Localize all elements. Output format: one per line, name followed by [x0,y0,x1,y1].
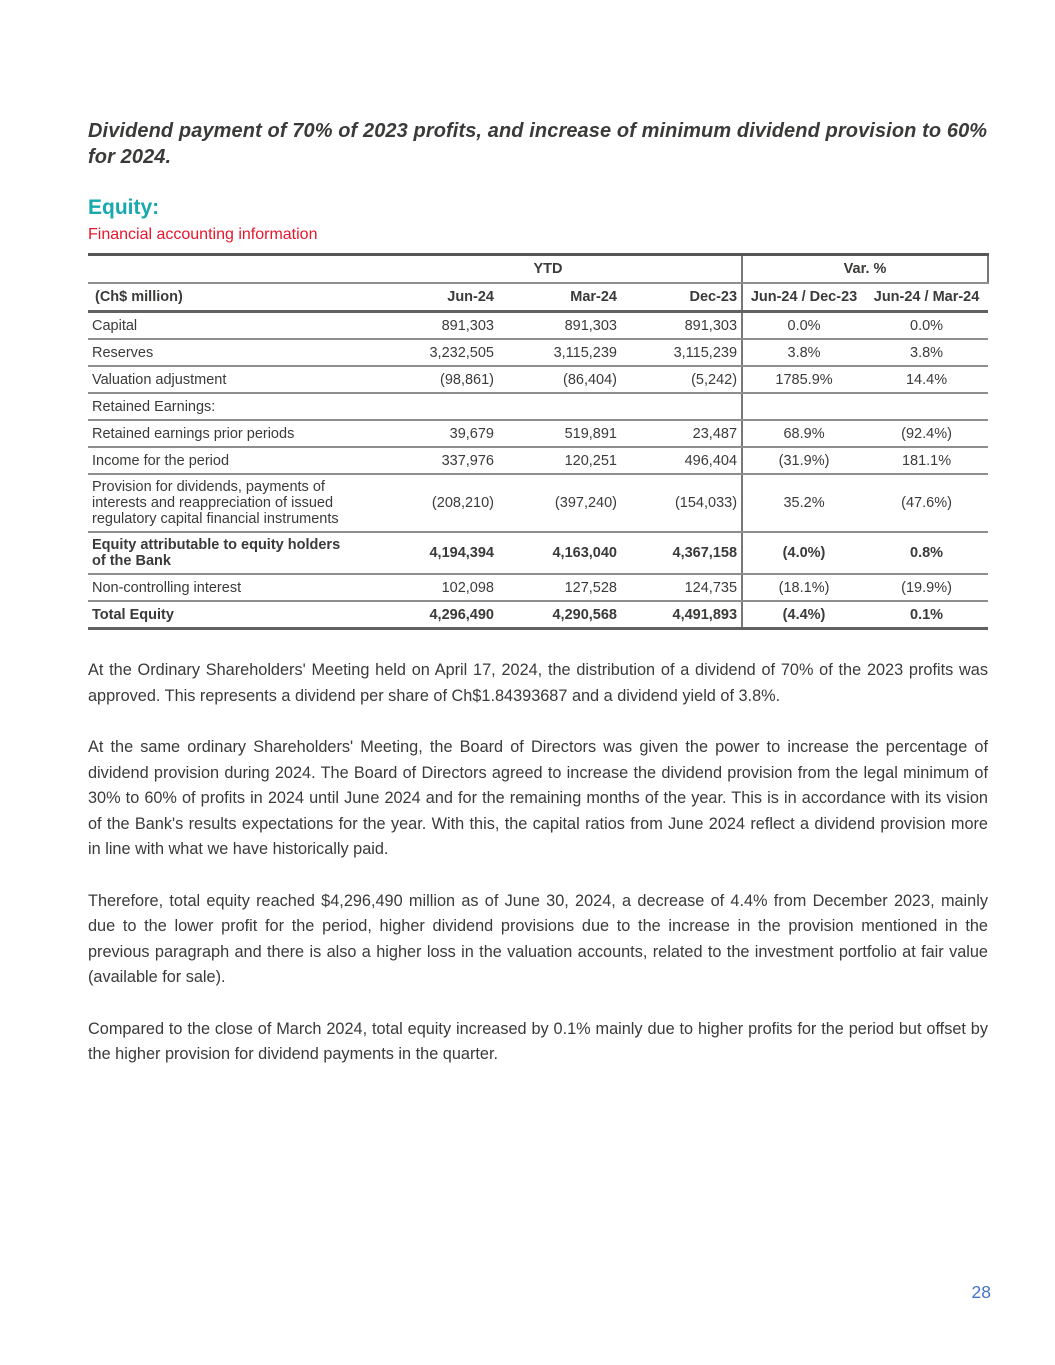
cell-value: 3,232,505 [355,339,498,366]
cell-value: (86,404) [498,366,621,393]
cell-variance: (31.9%) [742,447,865,474]
table-row [88,474,988,532]
section-heading-equity: Equity: [88,196,160,219]
cell-value: 3,115,239 [498,339,621,366]
page-title: Dividend payment of 70% of 2023 profits, and increase of minimum dividend provision to 60% for 2024. [88,120,988,168]
cell-variance: 0.8% [865,532,988,574]
cell-value: 124,735 [621,574,742,601]
group-header-empty [88,255,355,284]
row-label: Retained earnings prior periods [88,420,355,447]
cell-value: 519,891 [498,420,621,447]
cell-value: 23,487 [621,420,742,447]
column-header-var-jun24-mar24: Jun-24 / Mar-24 [865,283,988,312]
table-row [88,574,988,601]
table-row [88,312,988,340]
cell-variance [865,393,988,420]
cell-value: 496,404 [621,447,742,474]
cell-variance: 14.4% [865,366,988,393]
cell-variance: (18.1%) [742,574,865,601]
cell-value: 3,115,239 [621,339,742,366]
cell-value: 4,491,893 [672,606,738,623]
group-header-var: Var. % [742,255,988,284]
cell-value: 4,290,568 [552,606,617,623]
cell-variance: 0.0% [865,312,988,340]
column-header-jun24: Jun-24 [355,283,498,312]
cell-variance: (19.9%) [865,574,988,601]
cell-value: 891,303 [621,312,742,340]
cell-value [621,393,742,420]
cell-value: 39,679 [355,420,498,447]
column-header-mar24: Mar-24 [498,283,621,312]
equity-table-body [88,312,988,629]
row-label: Provision for dividends, payments of interests and reappreciation of issued regulatory capital financial instruments [88,474,355,532]
cell-variance: 68.9% [742,420,865,447]
table-column-header-row [88,283,988,312]
body-copy [88,658,988,1068]
row-label: Total Equity [92,606,174,623]
cell-value: 4,194,394 [355,532,498,574]
row-label: Capital [88,312,355,340]
cell-value: 4,367,158 [621,532,742,574]
table-row [88,393,988,420]
column-header-unit: (Ch$ million) [88,283,355,312]
equity-table-header [88,255,988,312]
table-group-header-row [88,255,988,284]
table-row [88,532,988,574]
paragraph-dividend-approval: At the Ordinary Shareholders' Meeting held on April 17, 2024, the distribution of a dividend of 70% of the 2023 profits was approved. This represents a dividend per share of Ch$1.84393687 and a dividend yield of 3.8%. [88,661,988,705]
row-label: Income for the period [88,447,355,474]
cell-variance: 3.8% [742,339,865,366]
row-label: Reserves [88,339,355,366]
cell-value: (154,033) [621,474,742,532]
cell-variance: 35.2% [742,474,865,532]
equity-table [88,253,989,630]
cell-variance [742,393,865,420]
cell-value: 891,303 [498,312,621,340]
subsection-heading-financial-accounting: Financial accounting information [88,226,318,243]
cell-variance: 1785.9% [742,366,865,393]
row-label: Equity attributable to equity holders of the Bank [88,532,355,574]
cell-value: (98,861) [355,366,498,393]
column-header-var-jun24-dec23: Jun-24 / Dec-23 [742,283,865,312]
cell-variance: (4.0%) [742,532,865,574]
cell-value: (5,242) [621,366,742,393]
cell-variance: (47.6%) [865,474,988,532]
cell-value: 337,976 [355,447,498,474]
row-label: Non-controlling interest [88,574,355,601]
cell-variance: (92.4%) [865,420,988,447]
cell-value: (208,210) [355,474,498,532]
cell-variance: 0.0% [742,312,865,340]
cell-value: 120,251 [498,447,621,474]
cell-value: 891,303 [355,312,498,340]
cell-value: 4,296,490 [429,606,494,623]
paragraph-total-equity-qoq: Compared to the close of March 2024, total equity increased by 0.1% mainly due to higher profits for the period but offset by the higher provision for dividend payments in the quarter. [88,1019,988,1063]
table-row [88,339,988,366]
group-header-ytd: YTD [355,255,742,284]
paragraph-dividend-provision-increase: At the same ordinary Shareholders' Meeting, the Board of Directors was given the power to increase the percentage of dividend provision during 2024. The Board of Directors agreed to increase the dividend provision from the legal minimum of 30% to 60% of profits in 2024 until June 2024 and for the remaining months of the year. This is in accordance with its vision of the Bank's results expectations for the year. With this, the capital ratios from June 2024 reflect a dividend provision more in line with what we have historically paid. [88,738,988,858]
cell-variance: 0.1% [910,606,944,623]
cell-value: 127,528 [498,574,621,601]
table-row [88,447,988,474]
cell-value [498,393,621,420]
cell-variance: 3.8% [865,339,988,366]
table-row [88,420,988,447]
cell-variance: (4.4%) [742,601,865,629]
row-label: Valuation adjustment [88,366,355,393]
cell-value: 102,098 [355,574,498,601]
cell-variance: 181.1% [865,447,988,474]
row-label: Retained Earnings: [88,393,355,420]
cell-value: (397,240) [498,474,621,532]
cell-value [355,393,498,420]
column-header-dec23: Dec-23 [621,283,742,312]
paragraph-total-equity-yoy: Therefore, total equity reached $4,296,490 million as of June 30, 2024, a decrease of 4.4% from December 2023, mainly due to the lower profit for the period, higher dividend provisions due to the increase in the provision mentioned in the previous paragraph and there is also a higher loss in the valuation accounts, related to the investment portfolio at fair value (available for sale). [88,891,988,986]
table-row [88,601,988,629]
page-number: 28 [971,1282,991,1302]
cell-value: 4,163,040 [498,532,621,574]
table-row [88,366,988,393]
